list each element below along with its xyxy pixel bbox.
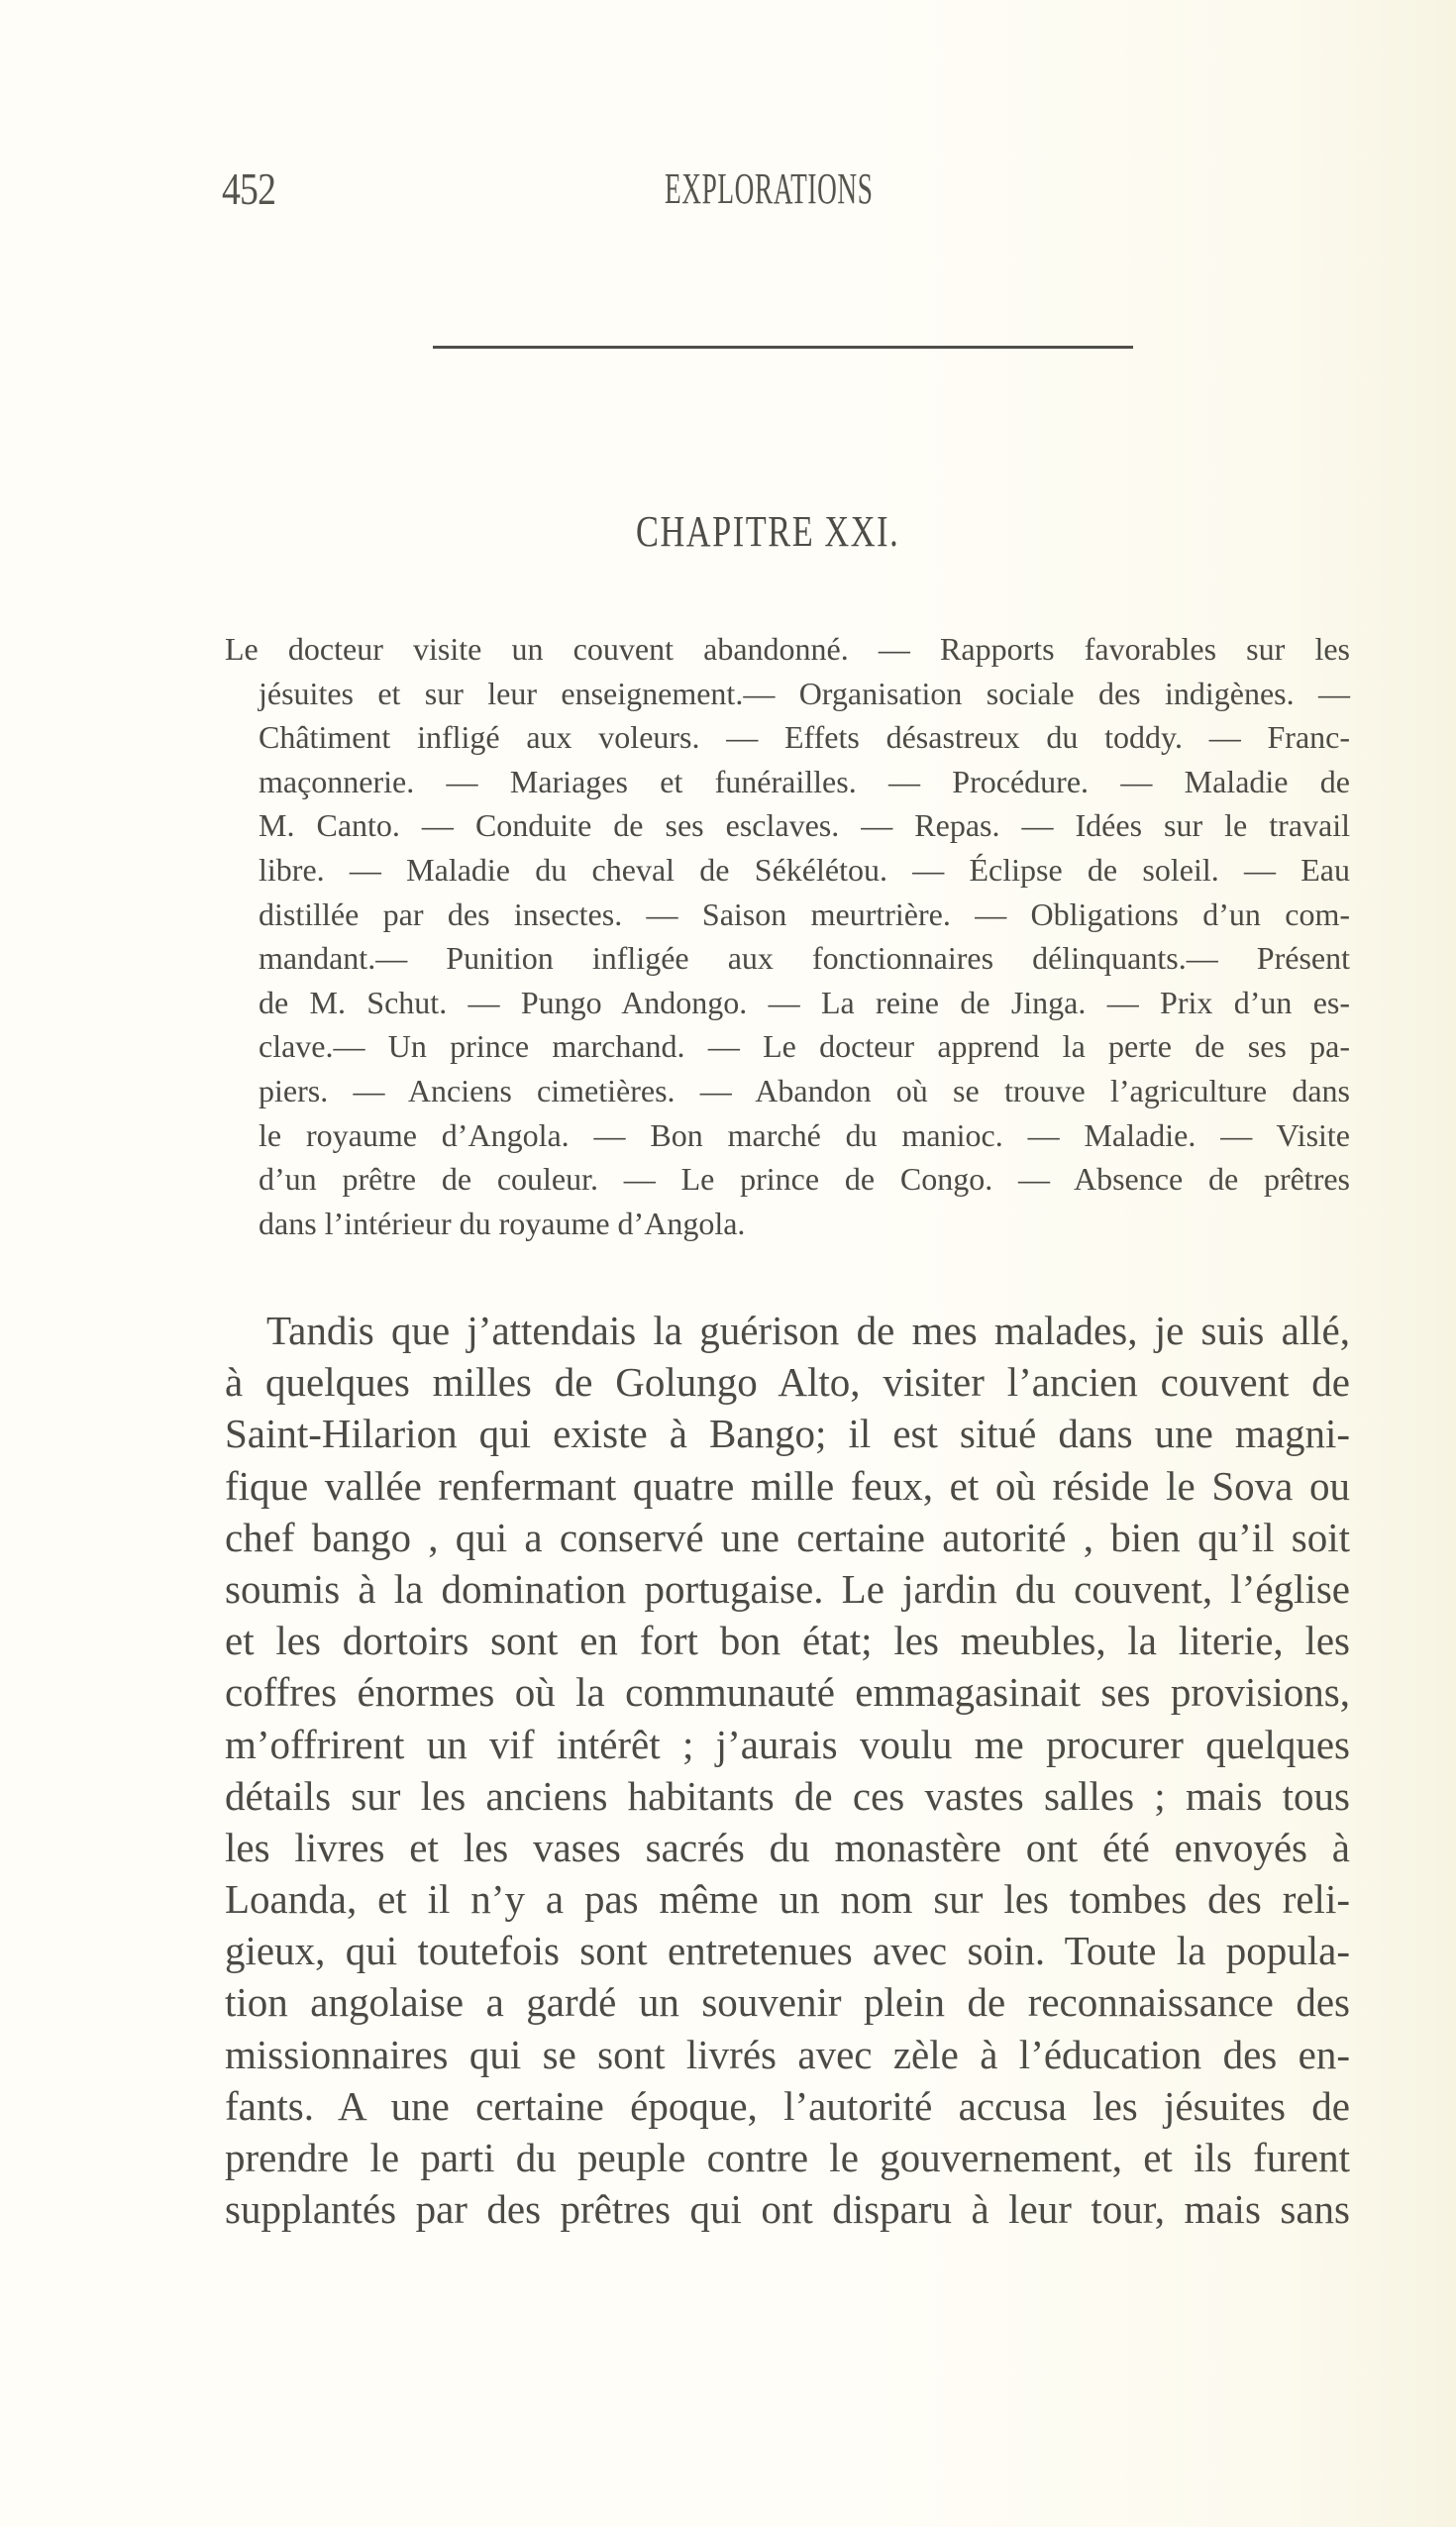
summary-line: le royaume d’Angola. — Bon marché du manioc. — Maladie. — Visite: [259, 1116, 1350, 1153]
summary-line: M. Canto. — Conduite de ses esclaves. — Repas. — Idées sur le travail: [259, 807, 1350, 844]
summary-line: d’un prêtre de couleur. — Le prince de Congo. — Absence de prêtres: [259, 1161, 1350, 1198]
summary-line: mandant.— Punition infligée aux fonctionnaires délinquants.— Présent: [259, 940, 1350, 977]
summary-line: de M. Schut. — Pungo Andongo. — La reine de Jinga. — Prix d’un es-: [259, 984, 1350, 1020]
body-line: et les dortoirs sont en fort bon état; les meubles, la literie, les: [225, 1618, 1350, 1664]
summary-line: piers. — Anciens cimetières. — Abandon où se trouve l’agriculture dans: [259, 1072, 1350, 1108]
body-line: coffres énormes où la communauté emmagasinait ses provisions,: [225, 1669, 1350, 1716]
body-line: Saint-Hilarion qui existe à Bango; il est situé dans une magni-: [225, 1411, 1350, 1457]
body-line: détails sur les anciens habitants de ces vastes salles ; mais tous: [225, 1772, 1350, 1819]
body-paragraph: [225, 1305, 1350, 2235]
running-title: EXPLORATIONS: [665, 164, 874, 213]
summary-line: clave.— Un prince marchand. — Le docteur apprend la perte de ses pa-: [259, 1028, 1350, 1065]
body-line: chef bango , qui a conservé une certaine autorité , bien qu’il soit: [225, 1514, 1350, 1560]
body-line: fique vallée renfermant quatre mille feux, et où réside le Sova ou: [225, 1462, 1350, 1509]
body-line: à quelques milles de Golungo Alto, visiter l’ancien couvent de: [225, 1359, 1350, 1406]
body-line: prendre le parti du peuple contre le gouvernement, et ils furent: [225, 2135, 1350, 2180]
body-line: Loanda, et il n’y a pas même un nom sur les tombes des reli-: [225, 1876, 1350, 1923]
chapter-rule-divider: [433, 346, 1133, 349]
body-line: tion angolaise a gardé un souvenir plein de reconnaissance des: [225, 1979, 1350, 2026]
body-line: gieux, qui toutefois sont entretenues avec soin. Toute la popula-: [225, 1928, 1350, 1974]
body-line: fants. A une certaine époque, l’autorité accusa les jésuites de: [225, 2082, 1350, 2129]
summary-line: libre. — Maladie du cheval de Sékélétou. — Éclipse de soleil. — Eau: [259, 851, 1350, 888]
summary-line: distillée par des insectes. — Saison meurtrière. — Obligations d’un com-: [259, 895, 1350, 932]
body-line: missionnaires qui se sont livrés avec zèle à l’éducation des en-: [225, 2031, 1350, 2077]
summary-line: dans l’intérieur du royaume d’Angola.: [259, 1205, 746, 1241]
chapter-summary: [225, 627, 1350, 1245]
summary-line: maçonnerie. — Mariages et funérailles. — Procédure. — Maladie de: [259, 763, 1350, 799]
body-line: les livres et les vases sacrés du monastère ont été envoyés à: [225, 1824, 1350, 1870]
summary-line: jésuites et sur leur enseignement.— Organisation sociale des indigènes. —: [259, 675, 1350, 711]
body-line: soumis à la domination portugaise. Le jardin du couvent, l’église: [225, 1565, 1350, 1612]
body-line: supplantés par des prêtres qui ont disparu à leur tour, mais sans: [225, 2186, 1350, 2233]
page-number: 452: [222, 163, 276, 214]
summary-line: Le docteur visite un couvent abandonné. — Rapports favorables sur les: [225, 631, 1350, 667]
chapter-title: CHAPITRE XXI.: [636, 507, 900, 556]
body-line: Tandis que j’attendais la guérison de mes malades, je suis allé,: [266, 1308, 1350, 1353]
summary-line: Châtiment infligé aux voleurs. — Effets désastreux du toddy. — Franc-: [259, 719, 1350, 756]
body-line: m’offrirent un vif intérêt ; j’aurais voulu me procurer quelques: [225, 1721, 1350, 1767]
running-head: [0, 164, 1456, 214]
